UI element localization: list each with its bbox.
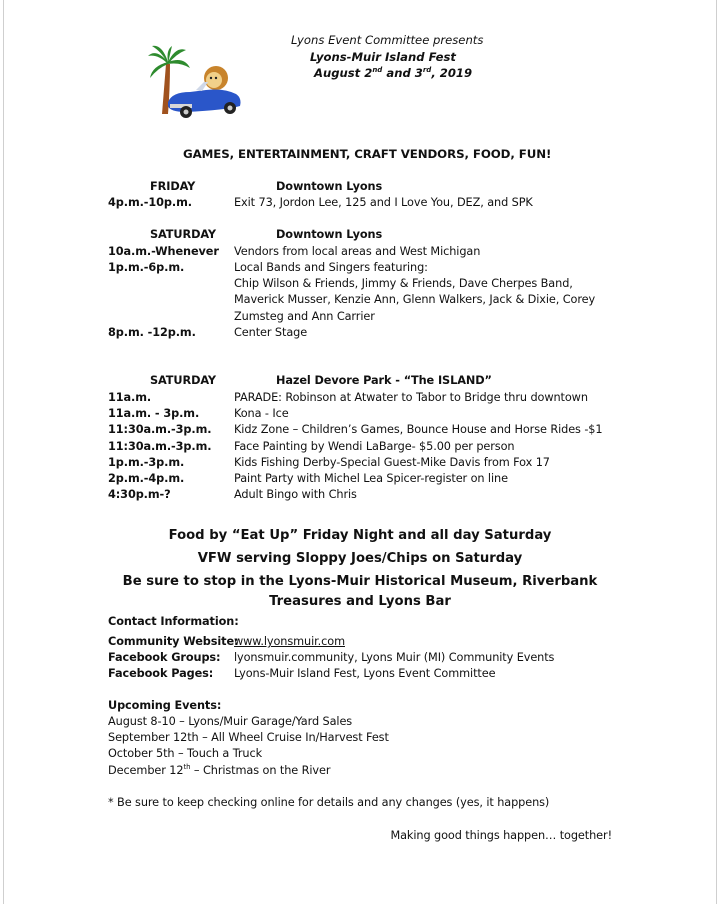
- schedule-time: 11a.m. - 3p.m.: [108, 407, 200, 420]
- friday-location-heading: Downtown Lyons: [276, 180, 383, 193]
- event-date: [314, 66, 472, 80]
- page-edge-left: [3, 0, 4, 904]
- highlight-museum-cont: Treasures and Lyons Bar: [269, 594, 451, 609]
- page-edge-right: [716, 0, 717, 904]
- schedule-time: 11a.m.: [108, 391, 152, 404]
- friday-desc: Exit 73, Jordon Lee, 125 and I Love You, DEZ, and SPK: [234, 196, 533, 209]
- contact-value-pages: Lyons-Muir Island Fest, Lyons Event Committee: [234, 667, 496, 680]
- schedule-time: 8p.m. -12p.m.: [108, 326, 196, 339]
- palm-tree-lion-convertible-icon: [146, 44, 246, 124]
- date-sup2: rd: [422, 66, 432, 75]
- date-sup1: nd: [372, 66, 383, 75]
- upcoming-item: October 5th – Touch a Truck: [108, 747, 263, 760]
- highlight-vfw: VFW serving Sloppy Joes/Chips on Saturday: [197, 551, 523, 566]
- highlight-museum: Be sure to stop in the Lyons-Muir Historical Museum, Riverbank: [122, 574, 598, 589]
- contact-label-pages: Facebook Pages:: [108, 667, 214, 680]
- tagline: GAMES, ENTERTAINMENT, CRAFT VENDORS, FOOD, FUN!: [183, 147, 552, 161]
- schedule-desc: Kidz Zone – Children’s Games, Bounce House and Horse Rides -$1: [234, 423, 603, 436]
- event-title: Lyons-Muir Island Fest: [310, 50, 456, 64]
- friday-time: 4p.m.-10p.m.: [108, 196, 192, 209]
- schedule-time: 1p.m.-6p.m.: [108, 261, 185, 274]
- community-website-link[interactable]: www.lyonsmuir.com: [234, 635, 345, 648]
- date-year: , 2019: [431, 66, 473, 80]
- schedule-time: 11:30a.m.-3p.m.: [108, 423, 212, 436]
- saturday-downtown-day-heading: SATURDAY: [150, 228, 216, 241]
- schedule-desc: Vendors from local areas and West Michigan: [234, 245, 481, 258]
- contact-label-website: Community Website:: [108, 635, 239, 648]
- schedule-time: 2p.m.-4p.m.: [108, 472, 185, 485]
- schedule-desc: Chip Wilson & Friends, Jimmy & Friends, Dave Cherpes Band,: [234, 277, 573, 290]
- contact-heading: Contact Information:: [108, 615, 239, 628]
- schedule-desc: Kids Fishing Derby-Special Guest-Mike Davis from Fox 17: [234, 456, 550, 469]
- upcoming-last-post: – Christmas on the River: [190, 764, 331, 777]
- schedule-time: 11:30a.m.-3p.m.: [108, 440, 212, 453]
- schedule-desc: Center Stage: [234, 326, 308, 339]
- schedule-desc: Face Painting by Wendi LaBarge- $5.00 per person: [234, 440, 515, 453]
- friday-day-heading: FRIDAY: [150, 180, 196, 193]
- schedule-desc: PARADE: Robinson at Atwater to Tabor to Bridge thru downtown: [234, 391, 588, 404]
- presenter-line: Lyons Event Committee presents: [291, 33, 484, 47]
- upcoming-item: September 12th – All Wheel Cruise In/Harvest Fest: [108, 731, 389, 744]
- lion-face: [206, 72, 222, 88]
- highlight-food: Food by “Eat Up” Friday Night and all day Saturday: [168, 528, 552, 543]
- saturday-island-location-heading: Hazel Devore Park - “The ISLAND”: [276, 374, 492, 387]
- upcoming-item: [108, 764, 330, 777]
- contact-value-groups: lyonsmuir.community, Lyons Muir (MI) Community Events: [234, 651, 555, 664]
- car-windshield: [196, 82, 208, 91]
- schedule-desc: Adult Bingo with Chris: [234, 488, 357, 501]
- schedule-desc: Kona - Ice: [234, 407, 289, 420]
- saturday-island-day-heading: SATURDAY: [150, 374, 216, 387]
- schedule-desc: Maverick Musser, Kenzie Ann, Glenn Walkers, Jack & Dixie, Corey: [234, 293, 596, 306]
- schedule-desc: Paint Party with Michel Lea Spicer-register on line: [234, 472, 508, 485]
- schedule-desc: Local Bands and Singers featuring:: [234, 261, 428, 274]
- upcoming-last-pre: December 12: [108, 764, 184, 777]
- slogan: Making good things happen… together!: [390, 829, 612, 842]
- schedule-desc: Zumsteg and Ann Carrier: [234, 310, 375, 323]
- saturday-downtown-location-heading: Downtown Lyons: [276, 228, 383, 241]
- footnote: * Be sure to keep checking online for details and any changes (yes, it happens): [108, 796, 550, 809]
- upcoming-item: August 8-10 – Lyons/Muir Garage/Yard Sales: [108, 715, 353, 728]
- date-month: August 2: [314, 66, 373, 80]
- schedule-time: 10a.m.-Whenever: [108, 245, 219, 258]
- upcoming-last-sup: th: [183, 763, 191, 772]
- schedule-time: 4:30p.m-?: [108, 488, 171, 501]
- schedule-time: 1p.m.-3p.m.: [108, 456, 185, 469]
- contact-label-groups: Facebook Groups:: [108, 651, 221, 664]
- date-and: and 3: [382, 66, 423, 80]
- upcoming-heading: Upcoming Events:: [108, 699, 222, 712]
